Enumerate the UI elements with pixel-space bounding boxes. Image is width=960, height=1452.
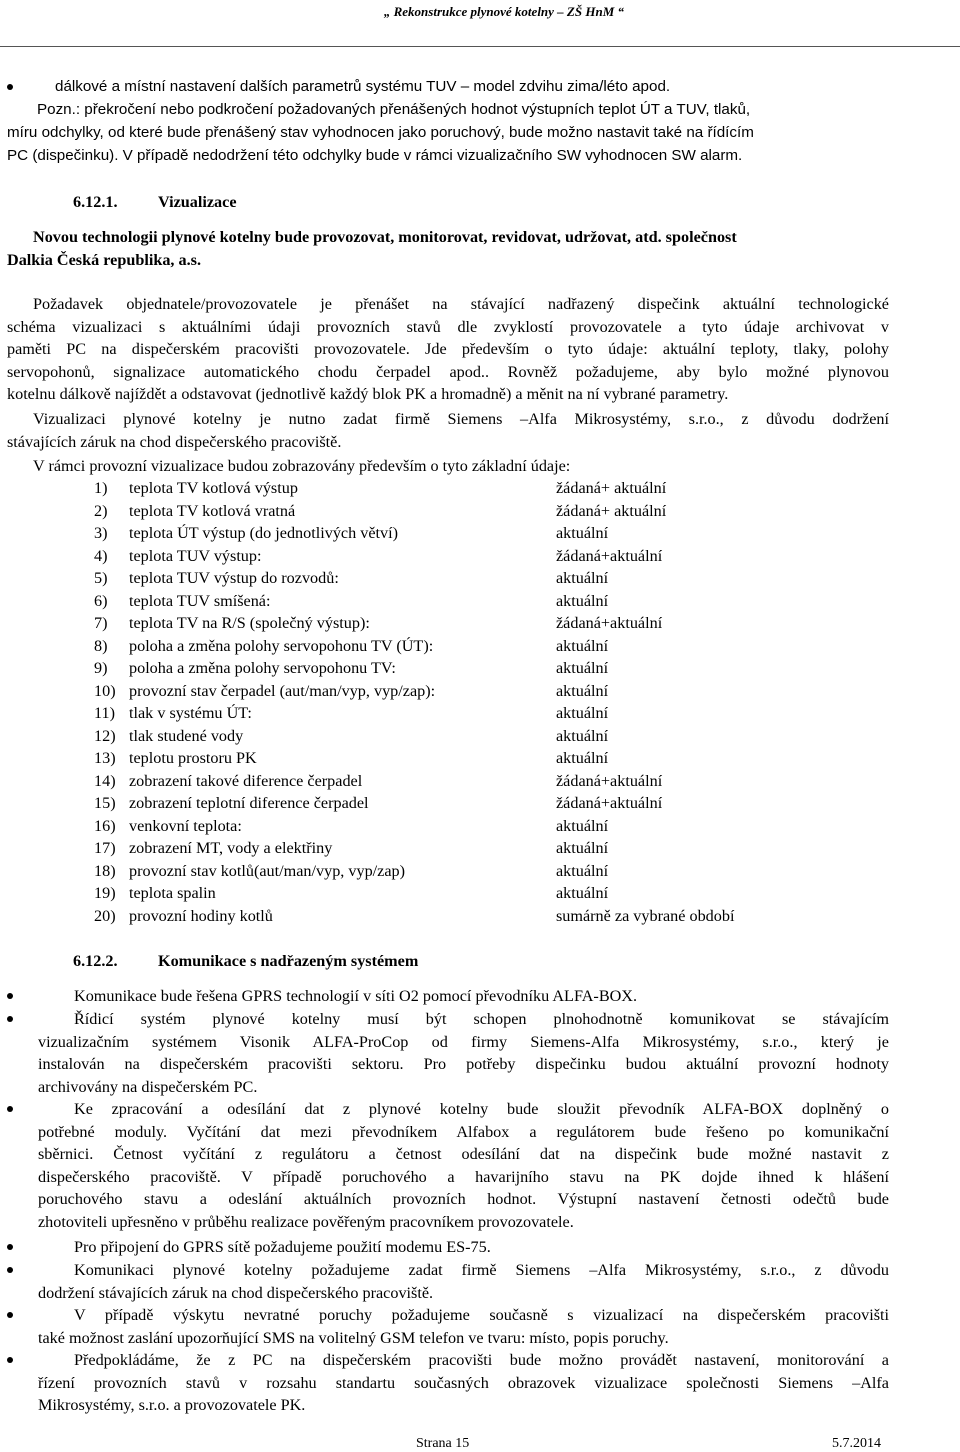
paragraph-line: Ke zpracování a odesílání dat z plynové kotelny bude sloužit převodník ALFA-BOX doplněný o — [74, 1100, 889, 1118]
item-value: žádaná+aktuální — [556, 794, 663, 812]
paragraph-line: schéma vizualizaci s aktuálními údaji provozních stavů dle zvyklostí provozovatele a tyto údaje archivovat v — [7, 317, 889, 336]
item-text: zobrazení MT, vody a elektřiny — [129, 839, 333, 857]
paragraph-line: řízení provozních stavů v rozsahu standartu současných obrazovek vizualizace společnosti Siemens –Alfa — [38, 1373, 889, 1392]
item-text: poloha a změna polohy servopohonu TV (ÚT): — [129, 636, 434, 655]
item-text: tlak studené vody — [129, 726, 244, 745]
page-date: 5.7.2014 — [832, 1436, 881, 1451]
item-text: zobrazení teplotní diference čerpadel — [129, 794, 369, 812]
paragraph-line: Komunikace bude řešena GPRS technologií v síti O2 pomocí převodníku ALFA-BOX. — [74, 987, 638, 1005]
paragraph-line: sběrnici. Četnost vyčítání z regulátoru a četnost odesílání dat na dispečink bude možné nastavit z — [38, 1145, 889, 1163]
list-item — [0, 659, 900, 681]
bullet-icon — [7, 1357, 13, 1363]
paragraph-line: Pro připojení do GPRS sítě požadujeme použití modemu ES-75. — [74, 1238, 491, 1256]
item-number: 16) — [94, 816, 116, 835]
bullet-icon — [7, 84, 13, 90]
paragraph-line: Vizualizaci plynové kotelny je nutno zadat firmě Siemens –Alfa Mikrosystémy, s.r.o., z důvodu dodržení — [33, 410, 889, 428]
item-text: provozní hodiny kotlů — [129, 906, 273, 925]
item-text: venkovní teplota: — [129, 816, 242, 835]
intro-bullet-text: dálkové a místní nastavení dalších parametrů systému TUV – model zdvihu zima/léto apod. — [55, 78, 671, 95]
paragraph-line: Předpokládáme, že z PC na dispečerském pracovišti bude možno provádět nastavení, monitorování a — [74, 1351, 889, 1369]
bullet-icon — [7, 1016, 13, 1022]
item-value: aktuální — [556, 839, 609, 857]
list-item — [0, 772, 900, 794]
list-item — [0, 547, 900, 569]
note-line: míru odchylky, od které bude přenášený stav vyhodnocen jako poruchový, bude možno nastavit také na řídícím — [7, 124, 754, 141]
item-text: teplota TUV výstup do rozvodů: — [129, 569, 339, 587]
item-value: žádaná+aktuální — [556, 546, 663, 565]
list-item — [0, 502, 900, 524]
item-number: 5) — [94, 569, 108, 587]
list-item — [0, 817, 900, 839]
section-title: Vizualizace — [158, 193, 237, 211]
paragraph-line: V případě výskytu nevratné poruchy požadujeme současně s vizualizací na dispečerském pracovišti — [74, 1306, 889, 1324]
item-number: 12) — [94, 726, 116, 745]
bullet-icon — [7, 1312, 13, 1318]
item-value: aktuální — [556, 591, 609, 610]
item-value: aktuální — [556, 659, 609, 677]
list-item — [0, 794, 900, 816]
bold-statement: Dalkia Česká republika, a.s. — [7, 251, 201, 269]
bullet-paragraph — [38, 1350, 889, 1418]
list-item — [0, 592, 900, 614]
item-number: 14) — [94, 771, 116, 790]
paragraph-line: zhotoviteli upřesněno v průběhu realizace pověřeným pracovníkem provozovatele. — [38, 1212, 574, 1231]
paragraph-line: Mikrosystémy, s.r.o. a provozovatele PK. — [38, 1396, 306, 1414]
item-text: tlak v systému ÚT: — [129, 704, 252, 722]
item-text: teplota TUV smíšená: — [129, 591, 271, 610]
paragraph-line: také možnost zaslání upozorňující SMS na volitelný GSM telefon ve tvaru: místo, popis poruchy. — [38, 1328, 669, 1347]
paragraph-line: dodržení stávajících záruk na chod dispečerského pracoviště. — [38, 1283, 434, 1302]
paragraph-line: dispečerského pracoviště. V případě poruchového a havarijního stavu na PK dojde ihned k hlášení — [38, 1167, 889, 1186]
section-number: 6.12.2. — [73, 952, 118, 970]
list-item — [0, 727, 900, 749]
paragraph-line: stávajících záruk na chod dispečerského pracoviště. — [7, 432, 342, 451]
paragraph-line: poruchového stavu a odeslání aktuálních provozních hodnot. Výstupní nastavení četnosti odečtů bude — [38, 1190, 889, 1208]
bullet-paragraph — [38, 1237, 889, 1260]
item-text: teplota TUV výstup: — [129, 546, 262, 565]
page-header — [0, 0, 960, 47]
list-item — [0, 682, 900, 704]
section-number: 6.12.1. — [73, 193, 118, 211]
item-value: sumárně za vybrané období — [556, 906, 735, 925]
item-number: 10) — [94, 681, 116, 700]
item-number: 1) — [94, 479, 108, 497]
item-value: aktuální — [556, 861, 609, 880]
paragraph-line: Komunikaci plynové kotelny požadujeme zadat firmě Siemens –Alfa Mikrosystémy, s.r.o., z důvodu — [74, 1261, 889, 1279]
paragraph-line: Řídicí systém plynové kotelny musí být schopen plnohodnotně komunikovat se stávajícím — [74, 1010, 889, 1028]
bullet-icon — [7, 1106, 13, 1112]
item-value: žádaná+ aktuální — [556, 501, 667, 520]
item-text: zobrazení takové diference čerpadel — [129, 771, 363, 790]
bullet-paragraph — [38, 1260, 889, 1305]
bullet-paragraph — [38, 1009, 889, 1099]
item-text: poloha a změna polohy servopohonu TV: — [129, 659, 396, 677]
item-value: aktuální — [556, 726, 609, 745]
item-number: 18) — [94, 861, 116, 880]
paragraph-requirement — [7, 294, 889, 407]
paragraph-line: potřebné moduly. Vyčítání dat mezi převodníkem Alfabox a regulátorem bude řešeno po komunikační — [38, 1122, 889, 1141]
item-text: teplota TV kotlová výstup — [129, 479, 298, 497]
list-intro: V rámci provozní vizualizace budou zobrazovány především o tyto základní údaje: — [33, 457, 571, 475]
item-value: aktuální — [556, 569, 609, 587]
item-value: žádaná+ aktuální — [556, 479, 667, 497]
item-text: teplota TV na R/S (společný výstup): — [129, 614, 370, 632]
list-item — [0, 479, 900, 501]
item-number: 20) — [94, 906, 116, 925]
item-number: 7) — [94, 614, 108, 632]
list-item — [0, 839, 900, 861]
item-text: teplota spalin — [129, 884, 216, 902]
item-value: aktuální — [556, 681, 609, 700]
list-item — [0, 569, 900, 591]
header-title: „ Rekonstrukce plynové kotelny – ZŠ HnM “ — [383, 4, 624, 19]
item-number: 3) — [94, 524, 108, 542]
item-value: aktuální — [556, 524, 609, 542]
item-number: 15) — [94, 794, 116, 812]
item-number: 11) — [94, 704, 115, 722]
paragraph-siemens — [7, 409, 889, 454]
bullet-icon — [7, 1267, 13, 1273]
list-item — [0, 749, 900, 771]
list-item — [0, 704, 900, 726]
bullet-icon — [7, 993, 13, 999]
item-value: aktuální — [556, 749, 609, 767]
paragraph-line: paměti PC na dispečerském pracovišti provozovatele. Jde především o tyto údaje: aktuální teploty, tlaky, polohy — [7, 340, 889, 358]
paragraph-line: archivovány na dispečerském PC. — [38, 1077, 258, 1096]
item-value: žádaná+aktuální — [556, 771, 663, 790]
note-line: Pozn.: překročení nebo podkročení požadovaných přenášených hodnot výstupních teplot ÚT a TUV, tlaků, — [37, 101, 751, 118]
item-value: aktuální — [556, 816, 609, 835]
paragraph-line: kotelnu dálkově najíždět a odstavovat (jednotlivě každý blok PK a hromadně) a měnit na ní vybrané parametry. — [7, 385, 729, 403]
item-number: 8) — [94, 636, 108, 655]
item-value: aktuální — [556, 704, 609, 722]
item-number: 9) — [94, 659, 108, 677]
item-number: 17) — [94, 839, 116, 857]
item-value: aktuální — [556, 884, 609, 902]
item-text: provozní stav čerpadel (aut/man/vyp, vyp/zap): — [129, 681, 436, 700]
bold-statement: Novou technologii plynové kotelny bude provozovat, monitorovat, revidovat, udržovat, atd. společnost — [33, 228, 737, 246]
bullet-paragraph — [38, 1305, 889, 1350]
item-value: žádaná+aktuální — [556, 614, 663, 632]
paragraph-line: Požadavek objednatele/provozovatele je přenášet na stávající nadřazený dispečink aktuální technologické — [33, 295, 889, 313]
item-number: 4) — [94, 546, 108, 565]
item-text: teplotu prostoru PK — [129, 749, 257, 767]
list-item — [0, 614, 900, 636]
bullet-icon — [7, 1244, 13, 1250]
list-item — [0, 524, 900, 546]
list-item — [0, 907, 900, 929]
bullet-paragraph — [38, 1099, 889, 1234]
page-number: Strana 15 — [416, 1436, 470, 1451]
item-number: 2) — [94, 501, 108, 520]
paragraph-line: vizualizačním systémem Visonik ALFA-ProCop od firmy Siemens-Alfa Mikrosystémy, s.r.o., který je — [38, 1032, 889, 1051]
item-number: 13) — [94, 749, 116, 767]
list-item — [0, 637, 900, 659]
item-text: teplota ÚT výstup (do jednotlivých větví) — [129, 524, 398, 542]
section-title: Komunikace s nadřazeným systémem — [158, 952, 419, 970]
list-item — [0, 862, 900, 884]
paragraph-line: instalován na dispečerském pracovišti sektoru. Pro potřeby dispečinku budou aktuální provozní hodnoty — [38, 1055, 889, 1073]
note-line: PC (dispečinku). V případě nedodržení této odchylky bude v rámci vizualizačního SW vyhodnocen SW alarm. — [7, 147, 743, 164]
bullet-paragraph — [38, 986, 889, 1009]
item-number: 19) — [94, 884, 116, 902]
item-text: teplota TV kotlová vratná — [129, 501, 296, 520]
paragraph-line: servopohonů, signalizace automatického chodu čerpadel apod.. Rovněž požadujeme, aby bylo možné plynovou — [7, 362, 889, 381]
item-number: 6) — [94, 591, 108, 610]
item-value: aktuální — [556, 636, 609, 655]
item-text: provozní stav kotlů(aut/man/vyp, vyp/zap) — [129, 861, 406, 880]
list-item — [0, 884, 900, 906]
